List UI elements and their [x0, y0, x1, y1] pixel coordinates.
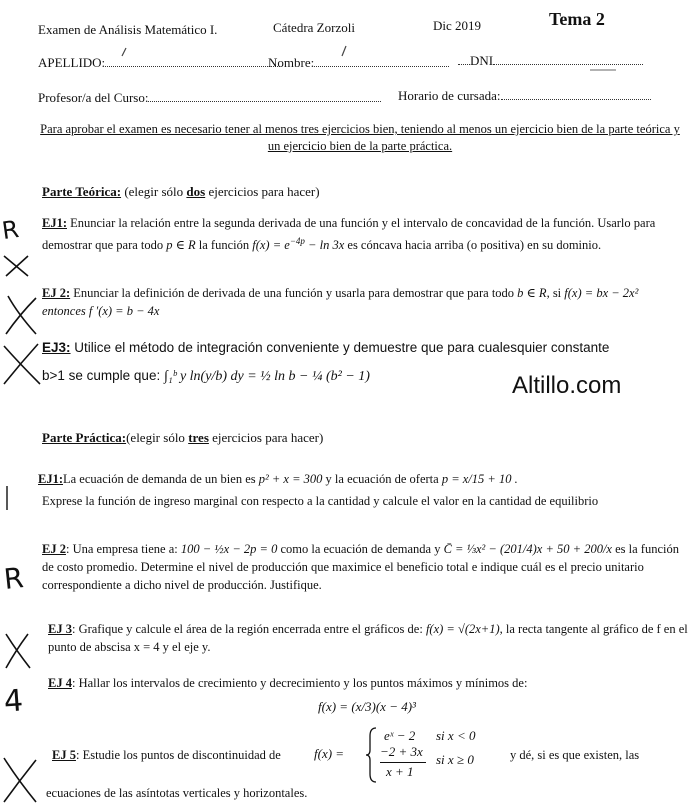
handwritten-x-mark [0, 340, 44, 388]
practica-ej5-case2-cond: si x ≥ 0 [436, 752, 474, 767]
teorica-ej3-text-a: Utilice el método de integración conveniente y demuestre que para cualesquier constante [74, 340, 610, 355]
exam-title: Examen de Análisis Matemático I. [38, 22, 218, 37]
practica-title: Parte Práctica: [42, 430, 127, 445]
practica-ej1-supply: p = x/15 + 10 . [441, 472, 518, 486]
exam-date: Dic 2019 [433, 18, 482, 33]
practica-ej5-lead [52, 746, 281, 764]
teorica-ej1 [42, 214, 678, 254]
practica-ej3-label: EJ 3 [48, 622, 72, 636]
practica-ej4 [48, 674, 678, 692]
teorica-ej2 [42, 284, 678, 320]
horario-label: Horario de cursada: [398, 88, 501, 103]
teorica-ej2-func: f(x) = bx − 2x² entonces f ′(x) = b − 4x [42, 286, 639, 318]
teorica-ej1-exp: −4p [289, 236, 305, 246]
handwritten-stroke-mark [2, 484, 12, 514]
teorica-ej3-line2 [42, 366, 370, 387]
teorica-ej2-text-b: , si [546, 286, 562, 300]
teorica-ej2-cond: b ∈ R [517, 286, 547, 300]
practica-ej1-request: Exprese la función de ingreso marginal con respecto a la cantidad y calcule el valor en la cantidad de equilibrio [42, 494, 599, 508]
practica-ej5-text-b: y dé, si es que existen, las [510, 748, 640, 762]
practica-ej2-label: EJ 2 [42, 542, 66, 556]
handwritten-r-mark: R [0, 214, 21, 246]
teorica-ej3-label: EJ3: [42, 340, 71, 355]
apellido-field [38, 55, 280, 71]
profesor-field [38, 90, 381, 106]
teorica-ej2-label: EJ 2: [42, 286, 71, 300]
practica-ej2-text-c: es la función de costo promedio. Determine el nivel de producción que maximice el beneficio total e indique cuál es el precio unitario correspondiente a dicho nivel de producción. Justifique. [42, 542, 679, 592]
tema-label: Tema 2 [549, 9, 605, 29]
redaction-scribble [118, 46, 134, 60]
practica-heading [42, 430, 323, 446]
practica-choose-pre: (elegir sólo [126, 430, 189, 445]
handwritten-four-mark: 4 [2, 683, 25, 720]
teorica-heading [42, 184, 320, 200]
practica-ej5-case1-cond: si x < 0 [436, 728, 476, 743]
horario-dots [501, 89, 651, 100]
practica-ej3-func: f(x) = √(2x+1) [425, 622, 500, 636]
practica-ej3-text-a: : Grafique y calcule el área de la región encerrada entre el gráficos de: [71, 622, 423, 636]
teorica-title: Parte Teórica: [42, 184, 122, 199]
nombre-label: Nombre: [268, 55, 315, 70]
practica-ej2-text-b: como la ecuación de demanda y [280, 542, 441, 556]
practica-ej5-fraction-bar [380, 762, 426, 763]
handwritten-x-mark [2, 292, 42, 338]
piecewise-brace [364, 726, 378, 784]
practica-ej5-fx: f(x) = [314, 746, 345, 761]
nombre-dots [314, 56, 449, 67]
handwritten-r-mark: R [2, 561, 26, 596]
practica-ej2-equation: 100 − ½x − 2p = 0 [180, 542, 278, 556]
practica-ej5-label: EJ 5 [52, 748, 76, 762]
teorica-ej1-text-a: Enunciar la relación entre la segunda derivada de una función y el intervalo de concavidad de la función. Usarlo para demostrar que para todo [42, 216, 656, 253]
apellido-label: APELLIDO: [38, 55, 106, 70]
practica-ej5-case2-num: −2 + 3x [380, 744, 423, 759]
handwritten-x-mark [2, 630, 34, 672]
practica-ej2 [42, 540, 688, 594]
teorica-ej1-func-b: − ln 3x [308, 238, 345, 253]
teorica-choose-pre: (elegir sólo [124, 184, 187, 199]
practica-ej5-text-a: : Estudie los puntos de discontinuidad de [75, 748, 281, 762]
teorica-ej1-cond: p ∈ R [166, 238, 196, 253]
practica-ej5-case1: eˣ − 2 [384, 728, 416, 743]
teorica-ej1-label: EJ1: [42, 216, 67, 230]
teorica-choose-num: dos [186, 184, 206, 199]
horario-field [398, 88, 651, 104]
teorica-ej1-text-b: la función [198, 238, 250, 253]
practica-ej3-text-b: , la recta tangente al gráfico de f en el punto de abscisa x = 4 y el eje y. [48, 622, 688, 654]
teorica-ej1-func: f(x) = e [252, 238, 290, 253]
nombre-field [268, 55, 449, 71]
practica-ej1 [38, 470, 518, 488]
teorica-ej1-text-c: es cóncava hacia arriba (o positiva) en su dominio. [347, 238, 602, 253]
teorica-choose-post: ejercicios para hacer) [205, 184, 320, 199]
profesor-label: Profesor/a del Curso: [38, 90, 149, 105]
practica-ej4-text: : Hallar los intervalos de crecimiento y decrecimiento y los puntos máximos y mínimos de: [71, 676, 528, 690]
dni-label: DNI [470, 53, 494, 68]
practica-ej4-formula: f(x) = (x/3)(x − 4)³ [318, 699, 416, 714]
teorica-ej3 [42, 338, 688, 358]
dni-lead-dots [458, 54, 470, 65]
practica-ej5-case2-den: x + 1 [386, 764, 414, 779]
practica-ej1-text-a: La ecuación de demanda de un bien es [63, 472, 256, 486]
practica-ej2-cost: C̄ = ⅓x² − (201/4)x + 50 + 200/x [443, 542, 612, 556]
profesor-dots [148, 91, 381, 102]
practica-ej1-text-b: y la ecuación de oferta [325, 472, 439, 486]
approval-notice: Para aprobar el examen es necesario tener al menos tres ejercicios bien, teniendo al menos un ejercicio bien de la parte teórica y un ejercicio bien de la parte práctica. [40, 122, 680, 153]
practica-choose-post: ejercicios para hacer) [208, 430, 324, 445]
practica-ej1-demand: p² + x = 300 [258, 472, 323, 486]
redaction-scribble [338, 44, 354, 58]
practica-ej3 [48, 620, 688, 656]
practica-ej2-text-a: : Una empresa tiene a: [65, 542, 178, 556]
practica-ej4-label: EJ 4 [48, 676, 72, 690]
dni-dots [493, 54, 643, 65]
practica-choose-num: tres [188, 430, 209, 445]
teorica-ej3-text-b: b>1 se cumple que: [42, 368, 161, 383]
redaction-scribble [588, 66, 618, 74]
teorica-ej3-formula: ∫₁ᵇ y ln(y/b) dy = ½ ln b − ¼ (b² − 1) [163, 369, 370, 384]
chair-name: Cátedra Zorzoli [273, 20, 355, 35]
practica-ej1-label: EJ1: [38, 472, 63, 486]
practica-ej5-text-c: ecuaciones de las asíntotas verticales y horizontales. [46, 786, 308, 800]
teorica-ej2-text-a: Enunciar la definición de derivada de una función y usarla para demostrar que para todo [73, 286, 515, 300]
handwritten-x-mark [0, 754, 40, 806]
altillo-watermark: Altillo.com [512, 372, 622, 399]
